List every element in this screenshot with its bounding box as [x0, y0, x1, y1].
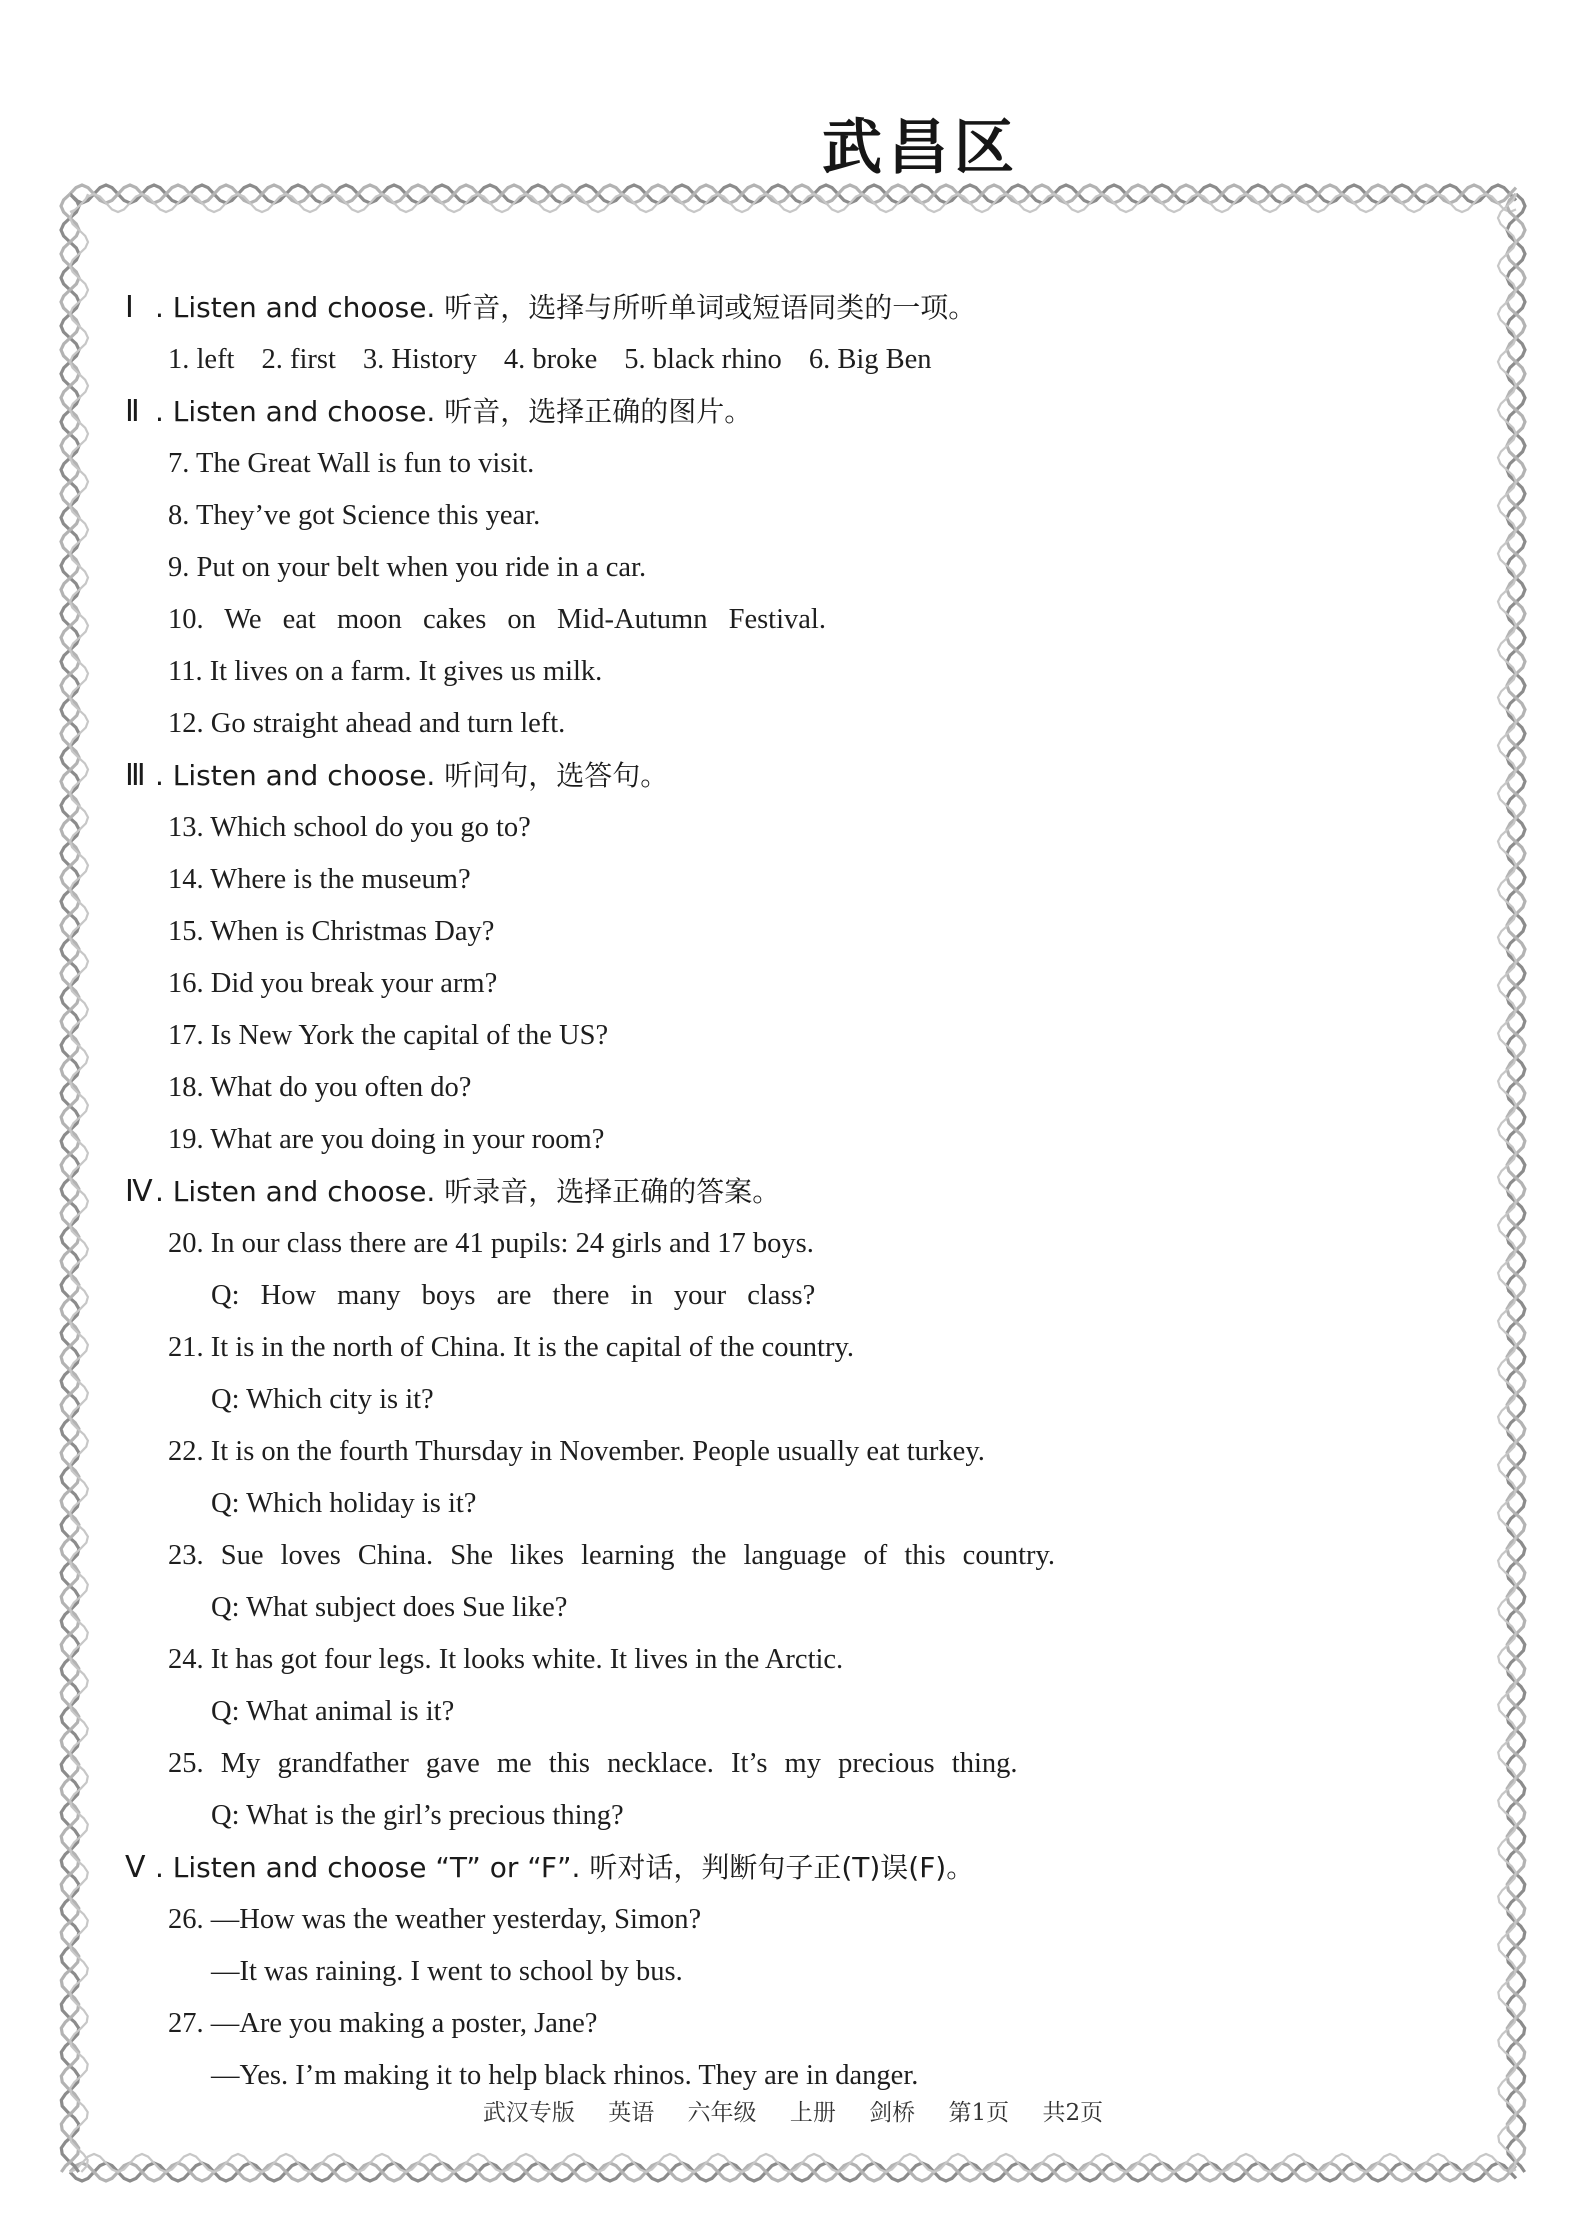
listening-text: 22. It is on the fourth Thursday in November. People usually eat turkey.	[168, 1436, 985, 1467]
section-1-title: . Listen and choose. 听音，选择与所听单词或短语同类的一项。	[155, 291, 977, 324]
listening-question: Q: Which holiday is it?	[211, 1488, 477, 1519]
section-4-heading	[125, 1166, 1455, 1218]
section-5-title: . Listen and choose “T” or “F”. 听对话，判断句子正(T)误(F)。	[155, 1851, 975, 1884]
question-line: 7. The Great Wall is fun to visit.	[168, 448, 535, 479]
section-4-title: . Listen and choose. 听录音，选择正确的答案。	[155, 1175, 781, 1208]
listening-question: Q: What subject does Sue like?	[211, 1592, 568, 1623]
question-line: 11. It lives on a farm. It gives us milk.	[168, 656, 603, 687]
listening-text: 20. In our class there are 41 pupils: 24 girls and 17 boys.	[168, 1228, 814, 1259]
dialogue-reply: —Yes. I’m making it to help black rhinos. They are in danger.	[211, 2060, 919, 2091]
section-2-heading	[125, 386, 1455, 438]
footer-publisher: 剑桥	[869, 2100, 916, 2126]
footer-subject: 英语	[608, 2100, 655, 2126]
question-line: 17. Is New York the capital of the US?	[168, 1020, 609, 1051]
word-item: 6. Big Ben	[808, 344, 932, 375]
listening-text: 24. It has got four legs. It looks white. It lives in the Arctic.	[168, 1644, 844, 1675]
listening-question: Q: What animal is it?	[211, 1696, 455, 1727]
section-1-heading	[125, 282, 1455, 334]
section-4-numeral: Ⅳ	[125, 1175, 153, 1208]
section-3-numeral: Ⅲ	[125, 759, 146, 792]
question-line: 18. What do you often do?	[168, 1072, 472, 1103]
listening-question: Q: How many boys are there in your class?	[211, 1280, 816, 1311]
section-5-heading	[125, 1842, 1455, 1894]
question-line: 16. Did you break your arm?	[168, 968, 498, 999]
footer-grade: 六年级	[687, 2100, 757, 2126]
dialogue-line: 26. —How was the weather yesterday, Simon?	[168, 1904, 702, 1935]
word-item: 5. black rhino	[624, 344, 782, 375]
section-2-numeral: Ⅱ	[125, 395, 140, 428]
question-line: 15. When is Christmas Day?	[168, 916, 495, 947]
listening-text: 25. My grandfather gave me this necklace. It’s my precious thing.	[168, 1748, 1018, 1779]
footer-page-number: 第1页	[948, 2100, 1010, 2126]
listening-question: Q: What is the girl’s precious thing?	[211, 1800, 624, 1831]
word-item: 4. broke	[503, 344, 598, 375]
exam-content	[125, 282, 1455, 2102]
word-item: 2. first	[261, 344, 336, 375]
listening-text: 23. Sue loves China. She likes learning the language of this country.	[168, 1540, 1056, 1571]
question-line: 19. What are you doing in your room?	[168, 1124, 605, 1155]
section-1-word-list	[125, 334, 1455, 386]
page-title: 武昌区	[822, 113, 1020, 183]
question-line: 9. Put on your belt when you ride in a car.	[168, 552, 647, 583]
section-1-numeral: Ⅰ	[125, 291, 134, 324]
question-line: 10. We eat moon cakes on Mid-Autumn Festival.	[168, 604, 826, 635]
section-3-heading	[125, 750, 1455, 802]
question-line: 14. Where is the museum?	[168, 864, 471, 895]
page-footer	[0, 2094, 1586, 2127]
listening-text: 21. It is in the north of China. It is the capital of the country.	[168, 1332, 854, 1363]
dialogue-line: 27. —Are you making a poster, Jane?	[168, 2008, 598, 2039]
section-2-title: . Listen and choose. 听音，选择正确的图片。	[155, 395, 753, 428]
word-item: 1. left	[168, 344, 235, 375]
footer-edition: 武汉专版	[482, 2100, 575, 2126]
listening-question: Q: Which city is it?	[211, 1384, 434, 1415]
footer-volume: 上册	[789, 2100, 836, 2126]
word-item: 3. History	[362, 344, 477, 375]
section-5-numeral: Ⅴ	[125, 1851, 146, 1884]
footer-page-total: 共2页	[1042, 2100, 1104, 2126]
question-line: 8. They’ve got Science this year.	[168, 500, 541, 531]
dialogue-reply: —It was raining. I went to school by bus.	[211, 1956, 683, 1987]
section-3-title: . Listen and choose. 听问句，选答句。	[155, 759, 669, 792]
question-line: 12. Go straight ahead and turn left.	[168, 708, 566, 739]
question-line: 13. Which school do you go to?	[168, 812, 531, 843]
